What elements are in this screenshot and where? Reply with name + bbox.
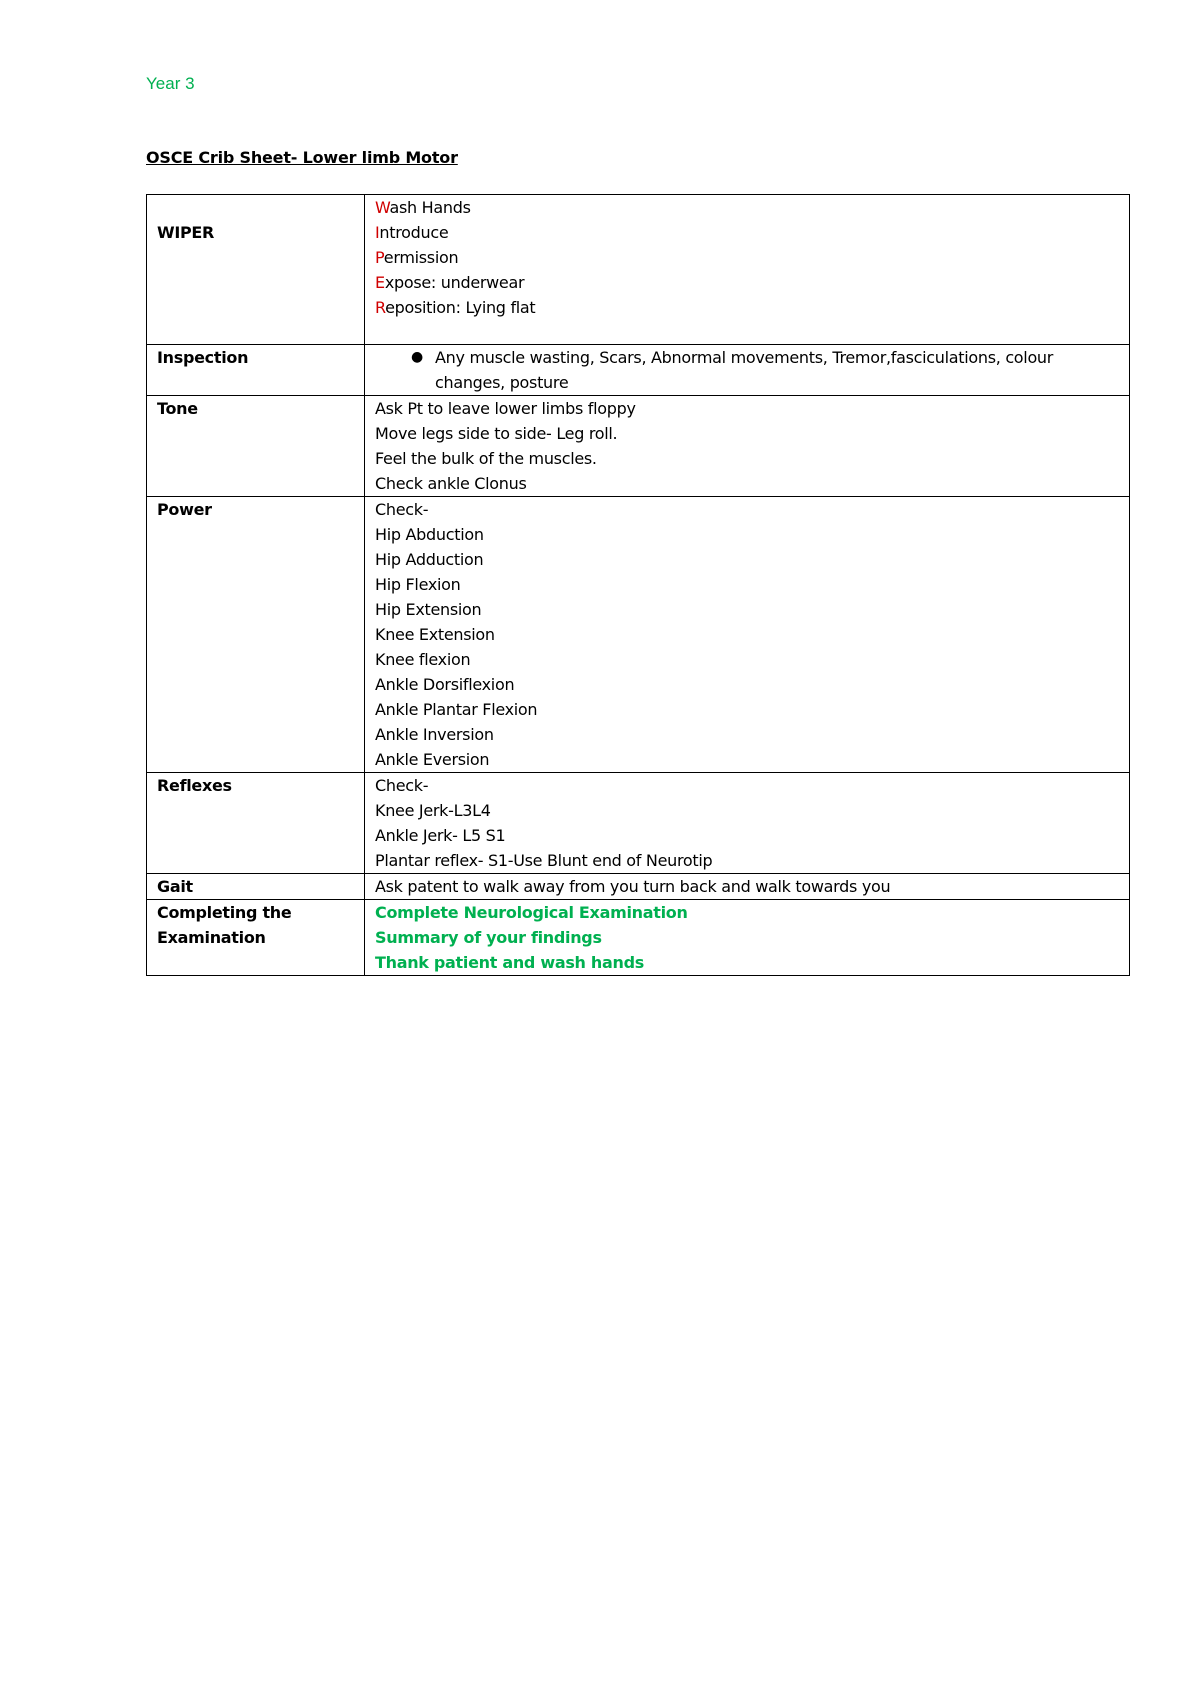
power-line: Hip Flexion <box>375 575 461 594</box>
wiper-item <box>375 195 1119 220</box>
completing-line: Summary of your findings <box>375 928 602 947</box>
tone-line: Feel the bulk of the muscles. <box>375 449 597 468</box>
table-row-gait <box>147 874 1130 900</box>
power-line: Knee Extension <box>375 625 495 644</box>
wiper-item <box>375 245 1119 270</box>
completing-line: Thank patient and wash hands <box>375 953 644 972</box>
row-content-reflexes <box>365 773 1130 874</box>
row-label-inspection: Inspection <box>147 345 365 396</box>
power-line: Hip Extension <box>375 600 482 619</box>
wiper-initial: E <box>375 273 385 292</box>
crib-sheet-table <box>146 194 1130 976</box>
wiper-item <box>375 270 1119 295</box>
power-line: Hip Abduction <box>375 525 484 544</box>
row-label-gait: Gait <box>147 874 365 900</box>
wiper-word: ash Hands <box>389 198 471 217</box>
power-line: Ankle Dorsiflexion <box>375 675 515 694</box>
wiper-word: xpose: underwear <box>384 273 525 292</box>
wiper-item <box>375 295 1119 320</box>
reflexes-line: Ankle Jerk- L5 S1 <box>375 826 506 845</box>
power-line: Ankle Eversion <box>375 750 490 769</box>
power-line: Ankle Plantar Flexion <box>375 700 538 719</box>
tone-line: Check ankle Clonus <box>375 474 527 493</box>
table-row-power <box>147 497 1130 773</box>
row-label-tone: Tone <box>147 396 365 497</box>
wiper-initial: W <box>375 198 390 217</box>
row-content-wiper <box>365 195 1130 345</box>
wiper-initial: P <box>375 248 384 267</box>
reflexes-line: Plantar reflex- S1-Use Blunt end of Neurotip <box>375 851 713 870</box>
power-line: Check- <box>375 500 429 519</box>
row-content-inspection <box>365 345 1130 396</box>
inspection-text: Any muscle wasting, Scars, Abnormal movements, Tremor,fasciculations, colour changes, posture <box>435 348 1054 392</box>
table-row-inspection <box>147 345 1130 396</box>
power-line: Ankle Inversion <box>375 725 494 744</box>
row-content-power <box>365 497 1130 773</box>
tone-line: Ask Pt to leave lower limbs floppy <box>375 399 636 418</box>
completing-line: Complete Neurological Examination <box>375 903 688 922</box>
wiper-word: ermission <box>383 248 459 267</box>
reflexes-line: Check- <box>375 776 429 795</box>
wiper-item <box>375 220 1119 245</box>
power-line: Knee flexion <box>375 650 471 669</box>
year-label: Year 3 <box>146 74 195 93</box>
wiper-word: eposition: Lying flat <box>385 298 536 317</box>
table-row-reflexes <box>147 773 1130 874</box>
row-label-completing: Completing the Examination <box>147 900 365 976</box>
page-title: OSCE Crib Sheet- Lower limb Motor <box>146 148 458 167</box>
row-content-completing <box>365 900 1130 976</box>
row-content-tone <box>365 396 1130 497</box>
row-label-reflexes: Reflexes <box>147 773 365 874</box>
row-label-power: Power <box>147 497 365 773</box>
table-row-completing <box>147 900 1130 976</box>
wiper-initial: I <box>375 223 380 242</box>
wiper-word: ntroduce <box>379 223 449 242</box>
bullet-icon: ● <box>411 349 423 365</box>
tone-line: Move legs side to side- Leg roll. <box>375 424 618 443</box>
row-content-gait: Ask patent to walk away from you turn back and walk towards you <box>365 874 1130 900</box>
row-label-wiper: WIPER <box>147 195 365 345</box>
table-row-tone <box>147 396 1130 497</box>
table-row-wiper <box>147 195 1130 345</box>
reflexes-line: Knee Jerk-L3L4 <box>375 801 491 820</box>
power-line: Hip Adduction <box>375 550 484 569</box>
bullet-list-item <box>375 345 1119 395</box>
wiper-initial: R <box>375 298 386 317</box>
